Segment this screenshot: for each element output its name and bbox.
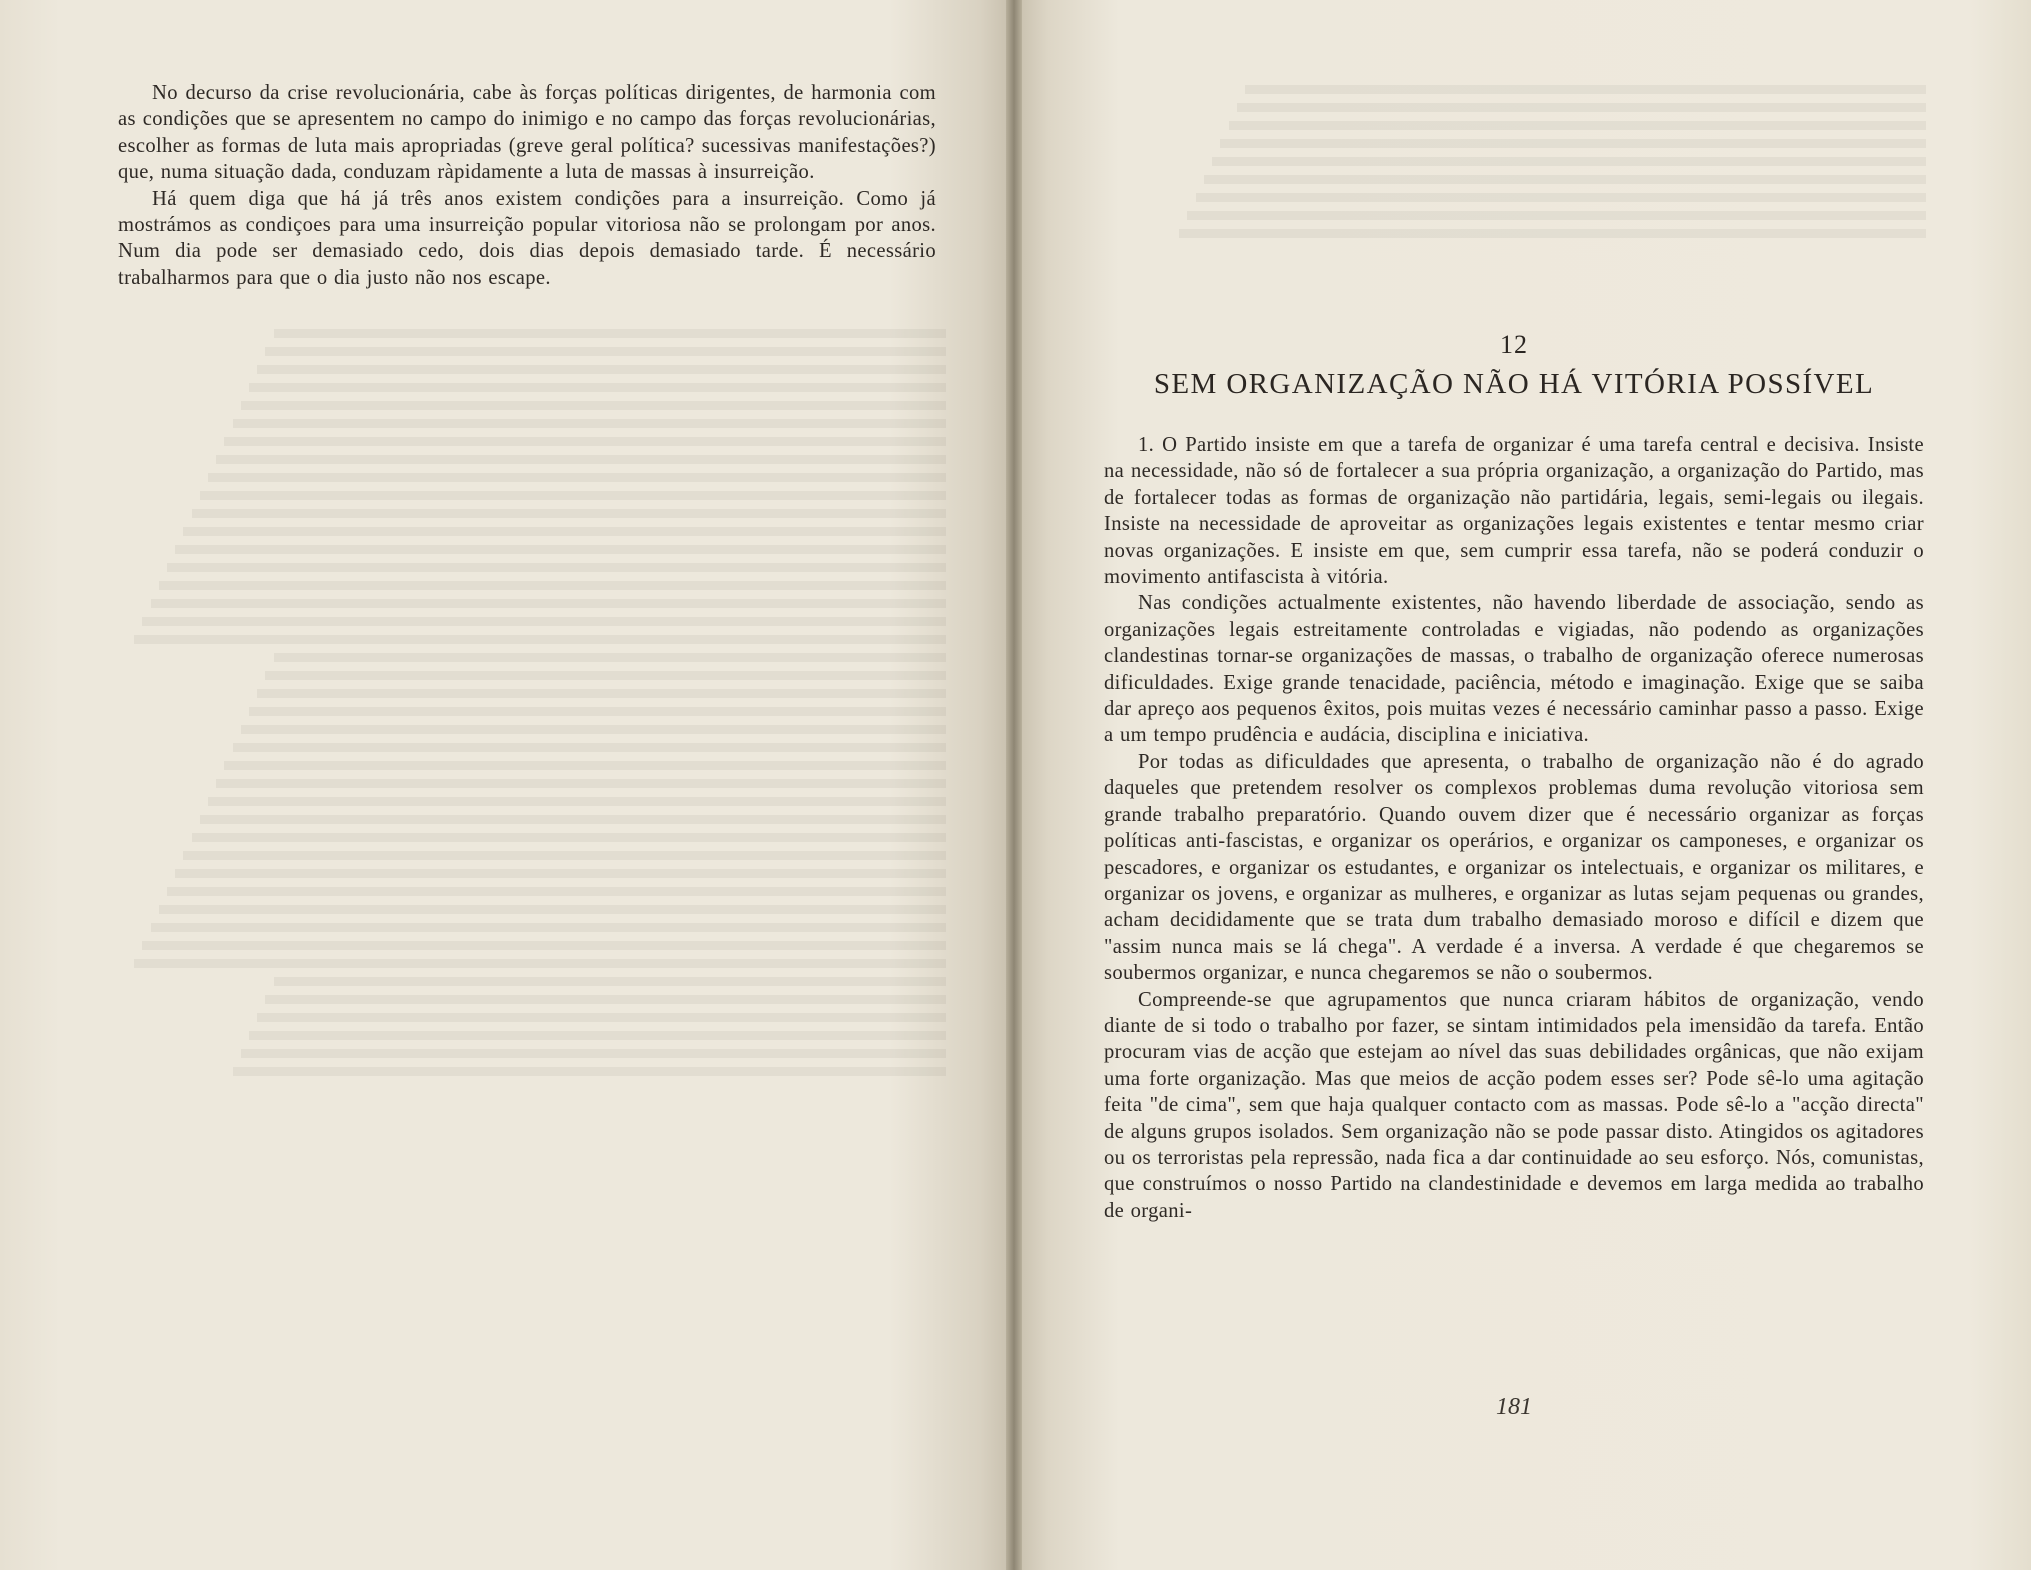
bleed-line [142,617,946,626]
bleed-line [274,977,946,986]
bleed-line [1245,85,1926,94]
bleed-line [265,995,946,1004]
right-paragraph-1: 1. O Partido insiste em que a tarefa de organizar é uma tarefa central e decisiva. Insiste na necessidade, não só de fortalecer a sua própria organização, a organização do Partido, mas de fortalecer todas as formas de organização não partidária, legais, semi-legais ou ilegais. Insiste na necessidade de aproveitar as organizações legais existentes e tentar mesmo criar novas organizações. E insiste em que, sem cumprir essa tarefa, não se poderá conduzir o movimento antifascista à vitória. [1104,434,1924,589]
bleed-line [1204,175,1926,184]
bleed-line [183,851,946,860]
bleed-line [265,347,946,356]
bleed-line [257,365,946,374]
bleed-line [134,959,946,968]
bleed-line [200,491,946,500]
bleed-line [274,653,946,662]
bleed-line [142,941,946,950]
right-paragraph-2: Nas condições actualmente existentes, não havendo liberdade de associação, sendo as organizações legais estreitamente controladas e vigiadas, não podendo as organizações clandestinas tornar-se organizações de massas, o trabalho de organização oferece numerosas dificuldades. Exige grande tenacidade, paciência, método e imaginação. Exige que se saiba dar apreço aos pequenos êxitos, pois muitas vezes é necessário caminhar passo a passo. Exige a um tempo prudência e audácia, disciplina e iniciativa. [1104,592,1924,747]
chapter-title: SEM ORGANIZAÇÃO NÃO HÁ VITÓRIA POSSÍVEL [1153,368,1875,400]
bleed-line [1187,211,1926,220]
bleed-line [208,473,946,482]
right-page-text [1104,432,1924,1224]
bleed-line [257,689,946,698]
bleed-through-right [1096,76,1926,336]
bleed-line [151,599,946,608]
bleed-line [1179,229,1926,238]
bleed-line [216,455,946,464]
bleed-line [241,401,946,410]
bleed-line [1237,103,1926,112]
chapter-number: 12 [1500,330,1528,359]
bleed-line [175,545,946,554]
bleed-line [159,905,946,914]
bleed-line [192,833,946,842]
bleed-line [224,761,946,770]
page-number: 181 [1496,1394,1532,1420]
bleed-line [159,581,946,590]
bleed-line [241,725,946,734]
bleed-line [233,1067,946,1076]
bleed-line [167,563,946,572]
book-gutter [1006,0,1022,1570]
bleed-line [175,869,946,878]
bleed-line [1196,193,1926,202]
left-paragraph-2: Há quem diga que há já três anos existem condições para a insurreição. Como já mostrámos as condiçoes para uma insurreição popular vitoriosa não se prolongam por anos. Num dia pode ser demasiado cedo, dois dias depois demasiado tarde. É necessário trabalharmos para que o dia justo não nos escape. [118,187,936,289]
bleed-line [233,743,946,752]
bleed-line [233,419,946,428]
bleed-line [274,329,946,338]
bleed-line [1221,139,1927,148]
bleed-line [249,1031,946,1040]
bleed-line [200,815,946,824]
bleed-line [241,1049,946,1058]
right-paragraph-3: Por todas as dificuldades que apresenta, o trabalho de organização não é do agrado daqueles que pretendem resolver os complexos problemas duma revolução vitoriosa sem grande trabalho preparatório. Quando ouvem dizer que é necessário organizar as forças políticas anti-fascistas, e organizar os operários, e organizar os camponeses, e organizar os pescadores, e organizar os estudantes, e organizar os intelectuais, e organizar os militares, e organizar os jovens, e organizar as mulheres, e organizar as lutas sejam pequenas ou grandes, acham decididamente que se trata dum trabalho demasiado moroso e difícil e dizem que "assim nunca mais se lá chega". A verdade é a inversa. A verdade é que chegaremos se soubermos organizar, e nunca chegaremos se não o soubermos. [1104,750,1924,985]
bleed-line [167,887,946,896]
bleed-line [249,707,946,716]
bleed-line [224,437,946,446]
bleed-line [208,797,946,806]
bleed-line [1229,121,1926,130]
bleed-line [265,671,946,680]
bleed-line [257,1013,946,1022]
bleed-line [134,635,946,644]
bleed-line [1212,157,1926,166]
right-paragraph-4: Compreende-se que agrupamentos que nunca criaram hábitos de organização, vendo diante de si todo o trabalho por fazer, se sintam intimidados pela imensidão da tarefa. Então procuram vias de acção que estejam ao nível das suas debilidades orgânicas, que não exijam uma forte organização. Mas que meios de acção podem esses ser? Pode sê-lo uma agitação feita "de cima", sem que haja qualquer contacto com as massas. Pode sê-lo a "acção directa" de alguns grupos isolados. Sem organização não se pode passar disto. Atingidos os agitadores ou os terroristas pela repressão, nada fica a dar continuidade ao seu esforço. Nós, comunistas, que construímos o nosso Partido na clandestinidade e devemos em larga medida ao trabalho de organi- [1104,988,1924,1222]
bleed-through-left [126,320,946,1440]
left-paragraph-1: No decurso da crise revolucionária, cabe às forças políticas dirigentes, de harmonia com as condições que se apresentem no campo do inimigo e no campo das forças revolucionárias, escolher as formas de luta mais apropriadas (greve geral política? sucessivas manifestações?) que, numa situação dada, conduzam ràpidamente a luta de massas à insurreição. [118,82,936,184]
bleed-line [183,527,946,536]
bleed-line [249,383,946,392]
left-page-text [118,80,936,291]
bleed-line [216,779,946,788]
bleed-line [192,509,946,518]
bleed-line [151,923,946,932]
